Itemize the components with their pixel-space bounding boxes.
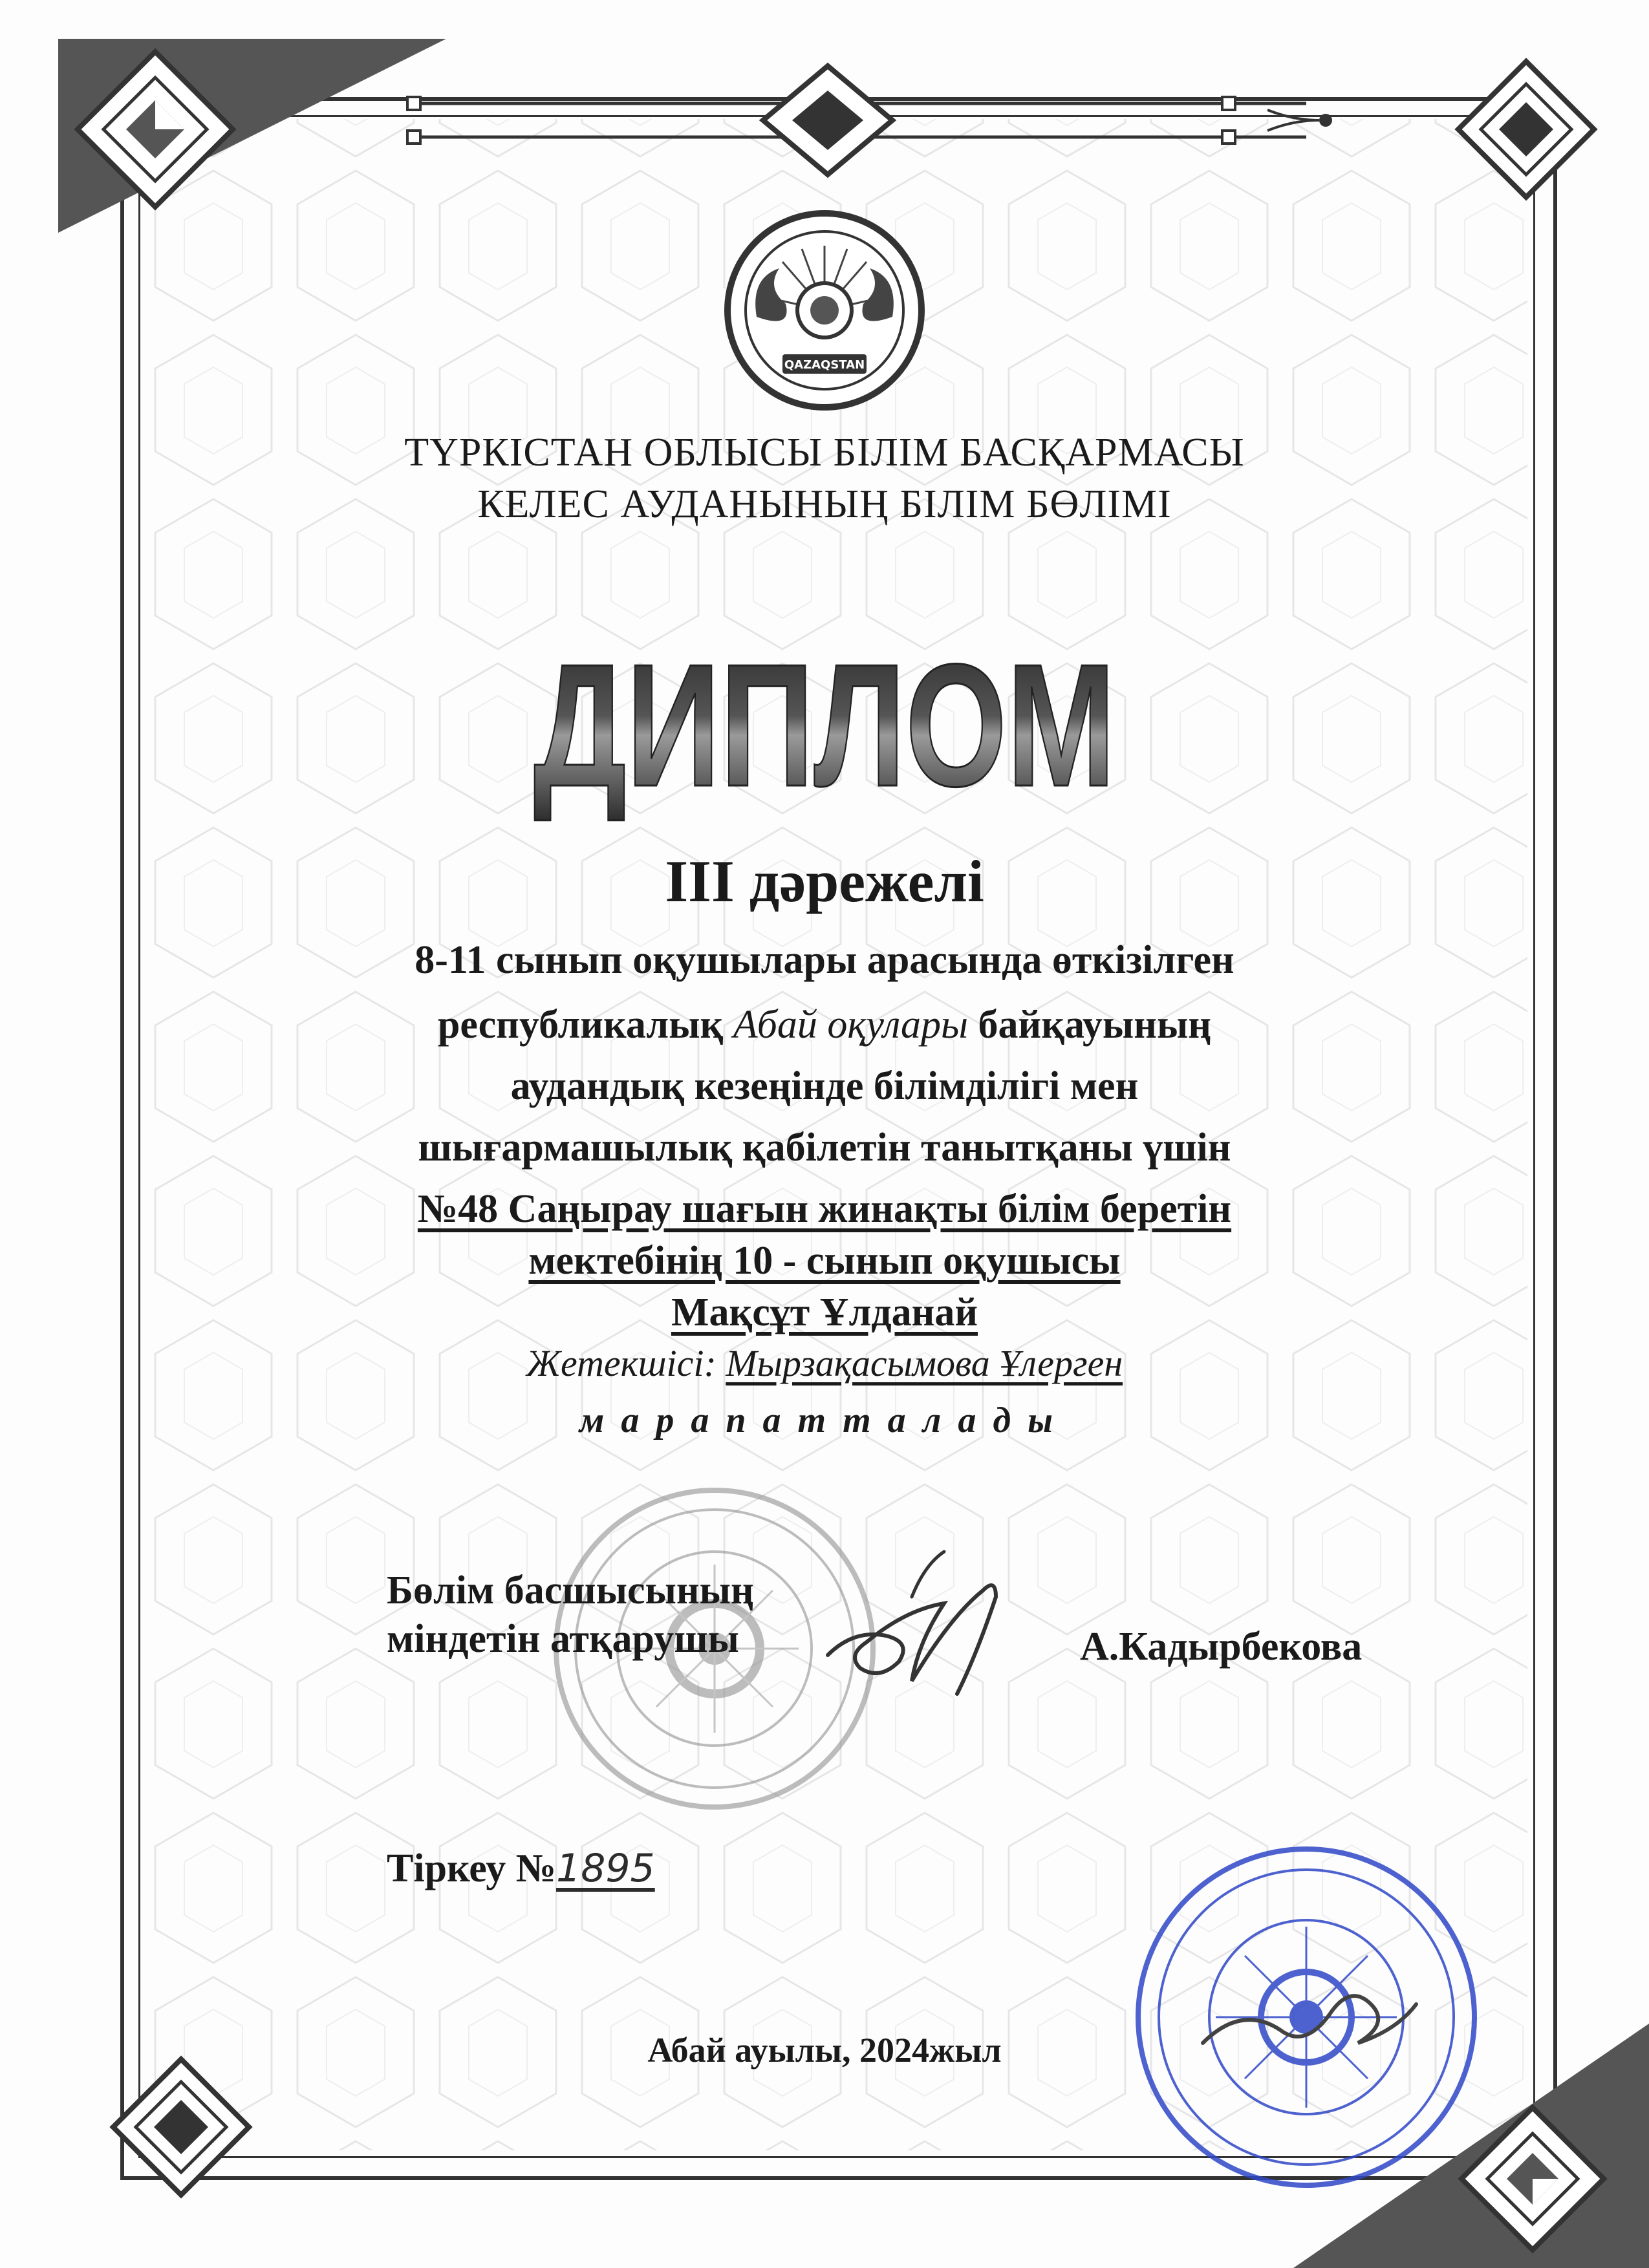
state-emblem bbox=[721, 207, 928, 414]
body-line-1: 8-11 сынып оқушылары арасында өткізілген bbox=[415, 938, 1234, 982]
supervisor-line bbox=[0, 1342, 1649, 1385]
place-and-year: Абай ауылы, 2024жыл bbox=[647, 2031, 1002, 2070]
registration-number: 1895 bbox=[556, 1846, 655, 1891]
body-line-2-start: республикалық bbox=[437, 1003, 733, 1047]
student-name: Мақсұт Ұлданай bbox=[671, 1290, 978, 1334]
emblem-label: QAZAQSTAN bbox=[784, 358, 865, 372]
school-seal bbox=[1125, 1836, 1487, 2198]
corner-ornament-top-right bbox=[1455, 58, 1597, 200]
issuer-line-1: ТҮРКІСТАН ОБЛЫСЫ БІЛІМ БАСҚАРМАСЫ bbox=[404, 431, 1245, 475]
supervisor-label: Жетекшісі: bbox=[526, 1342, 726, 1384]
registration-label: Тіркеу № bbox=[387, 1846, 557, 1890]
title-text: ДИПЛОМ bbox=[534, 628, 1116, 823]
awarded-text: марапатталады bbox=[579, 1400, 1070, 1440]
body-line-3: аудандық кезеңінде білімділігі мен bbox=[510, 1064, 1139, 1108]
registration bbox=[387, 1846, 655, 1892]
corner-ornament-bottom-left bbox=[110, 2056, 252, 2198]
competition-name: Абай оқулары bbox=[733, 1003, 969, 1047]
issuer-line-2: КЕЛЕС АУДАНЫНЫҢ БІЛІМ БӨЛІМІ bbox=[477, 482, 1172, 526]
degree: III дәрежелі bbox=[665, 848, 984, 914]
signatory-position-line-2: міндетін атқарушы bbox=[387, 1617, 739, 1661]
body-line-4: шығармашылық қабілетін танытқаны үшін bbox=[418, 1126, 1231, 1170]
top-ornament bbox=[375, 65, 1358, 194]
handwritten-signature bbox=[815, 1545, 1061, 1713]
school-line-2: мектебінің 10 - сынып оқушысы bbox=[528, 1239, 1121, 1283]
signatory-name: А.Кадырбекова bbox=[1080, 1625, 1363, 1669]
diploma-title bbox=[517, 627, 1132, 821]
signatory-position-line-1: Бөлім басшысының bbox=[387, 1568, 754, 1612]
body-line-2 bbox=[0, 1002, 1649, 1048]
supervisor-name: Мырзақасымова Ұлерген bbox=[726, 1342, 1123, 1384]
body-line-2-end: байқауының bbox=[968, 1003, 1212, 1047]
school-line-1: №48 Саңырау шағын жинақты білім беретін bbox=[417, 1187, 1232, 1231]
